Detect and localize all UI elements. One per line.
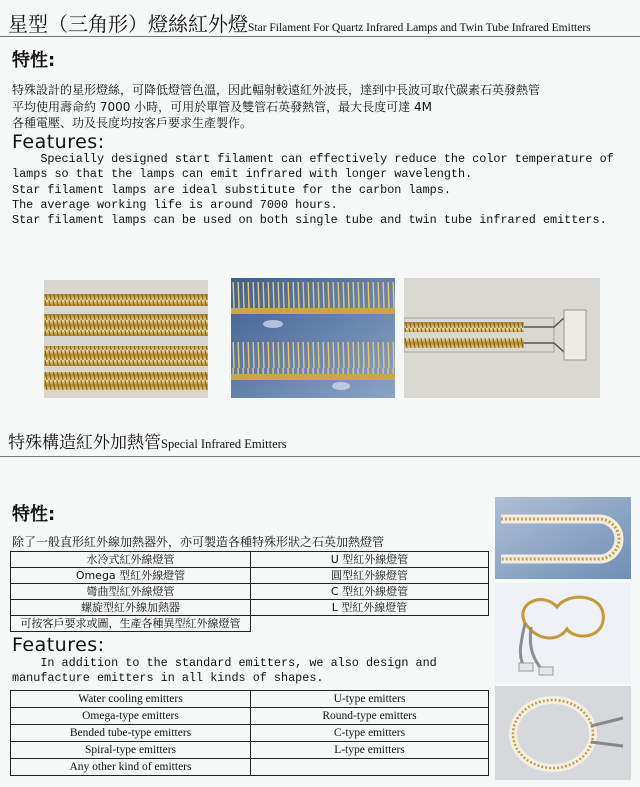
table-cell: Round-type emitters [251, 708, 489, 725]
table-row [11, 584, 489, 600]
divider [0, 456, 640, 457]
table-cell: L-type emitters [251, 742, 489, 759]
section2-title [8, 428, 287, 453]
table-row [11, 742, 489, 759]
table-cell: L 型紅外線燈管 [251, 600, 489, 616]
section2-heading: 特性: [12, 504, 56, 525]
table-row [11, 708, 489, 725]
table-row [11, 691, 489, 708]
section1-en-line-2: lamps so that the lamps can emit infrared with longer wavelength. [12, 167, 473, 181]
section1-title-cn: 星型（三角形）燈絲紅外燈 [8, 12, 248, 36]
star-filament-photo-1 [44, 280, 208, 398]
table-cell: Bended tube-type emitters [11, 725, 251, 742]
twin-tube-photo [404, 278, 600, 398]
section1-en-line-4: The average working life is around 7000 hours. [12, 198, 338, 212]
table-cell: U-type emitters [251, 691, 489, 708]
section2-intro-cn: 除了一般直形紅外線加熱器外，亦可製造各種特殊形狀之石英加熱燈管 [12, 535, 385, 549]
table-cell: 螺旋型紅外線加熱器 [11, 600, 251, 616]
table-row [11, 759, 489, 776]
star-filament-photo-2 [231, 278, 395, 398]
section2-en-line-1: In addition to the standard emitters, we also design and [12, 656, 437, 670]
section1-cn-line-2: 平均使用壽命約 7000 小時，可用於單管及雙管石英發熱管，最大長度可達 4M [12, 100, 432, 114]
table-row [11, 600, 489, 616]
en-emitter-table [10, 690, 489, 776]
omega-emitter-photo [495, 583, 631, 683]
section1-cn-line-3: 各種電壓、功及長度均按客戶要求生產製作。 [12, 116, 253, 130]
section1-heading: 特性: [12, 50, 56, 71]
table-row [11, 725, 489, 742]
table-cell: C 型紅外線燈管 [251, 584, 489, 600]
table-cell: Omega 型紅外線燈管 [11, 568, 251, 584]
table-row [11, 568, 489, 584]
section1-en-line-3: Star filament lamps are ideal substitute for the carbon lamps. [12, 183, 451, 197]
table-cell: U 型紅外線燈管 [251, 552, 489, 568]
table-cell: 可按客戶要求或圖，生產各種異型紅外線燈管 [11, 616, 251, 632]
table-cell: Omega-type emitters [11, 708, 251, 725]
table-cell: Spiral-type emitters [11, 742, 251, 759]
table-row [11, 616, 489, 632]
table-cell: 水冷式紅外線燈管 [11, 552, 251, 568]
section1-en-line-5: Star filament lamps can be used on both single tube and twin tube infrared emitters. [12, 213, 607, 227]
table-cell: 彎曲型紅外線燈管 [11, 584, 251, 600]
divider [0, 36, 640, 37]
table-cell: Any other kind of emitters [11, 759, 251, 776]
round-emitter-photo [495, 686, 631, 780]
section1-title-en: Star Filament For Quartz Infrared Lamps and Twin Tube Infrared Emitters [248, 22, 591, 34]
section2-en-line-2: manufacture emitters in all kinds of shapes. [12, 671, 324, 685]
section2-title-en: Special Infrared Emitters [161, 437, 287, 451]
section1-title [8, 8, 591, 37]
section1-features-heading: Features: [12, 131, 105, 153]
table-cell: C-type emitters [251, 725, 489, 742]
table-cell: Water cooling emitters [11, 691, 251, 708]
section2-features-heading: Features: [12, 634, 105, 656]
table-cell [251, 759, 489, 776]
table-cell [251, 616, 489, 632]
table-row [11, 552, 489, 568]
table-cell: 圓型紅外線燈管 [251, 568, 489, 584]
section1-cn-line-1: 特殊設計的星形燈絲，可降低燈管色溫，因此輻射較遠紅外波長，達到中長波可取代碳素石英發熱管 [12, 83, 541, 97]
u-type-emitter-photo [495, 497, 631, 579]
cn-emitter-table [10, 551, 489, 632]
section1-en-line-1: Specially designed start filament can effectively reduce the color temperature of [12, 152, 614, 166]
section2-title-cn: 特殊構造紅外加熱管 [8, 433, 161, 453]
